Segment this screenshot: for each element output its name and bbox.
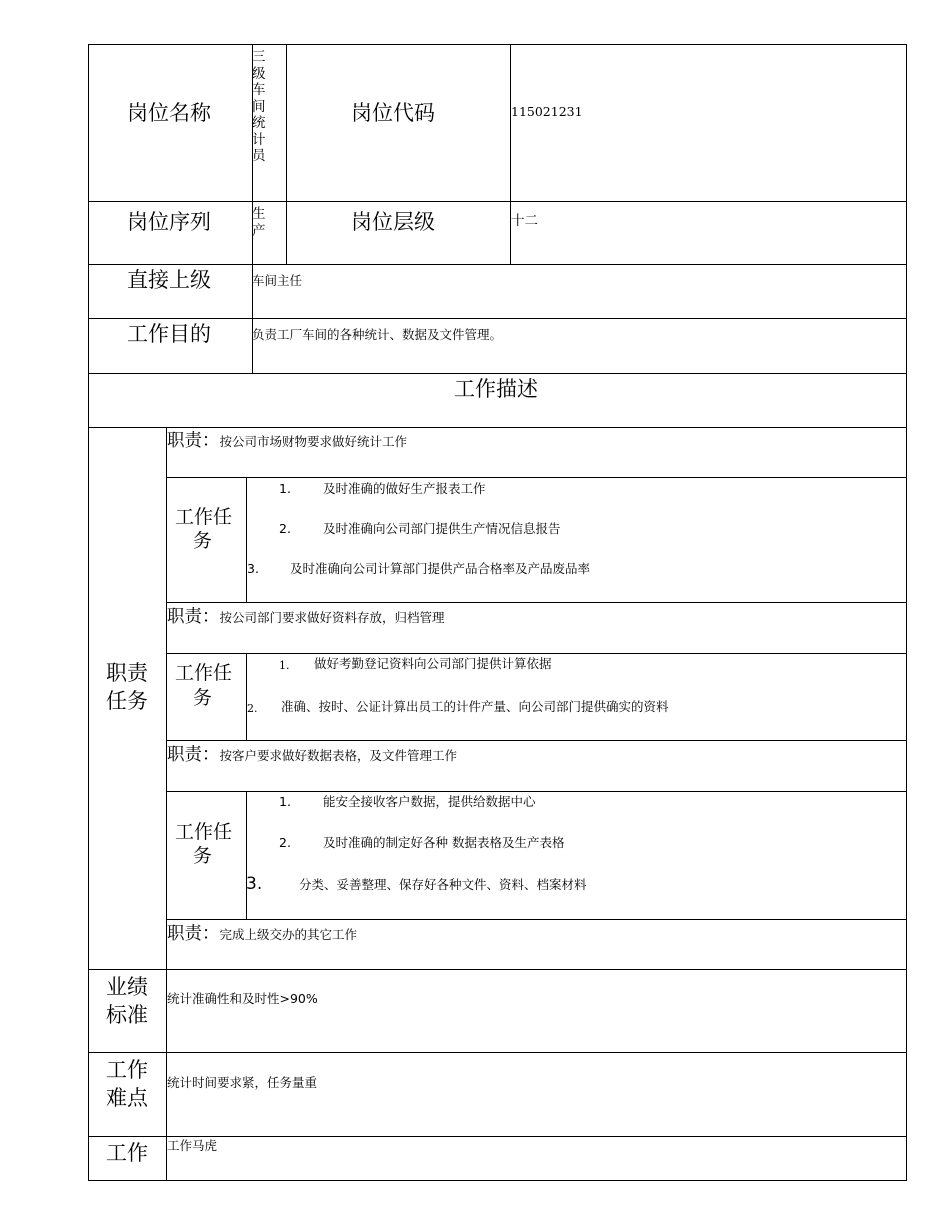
post-series-label: 岗位序列 (127, 210, 211, 234)
row-divider (88, 201, 907, 202)
task-text: 准确、按时、公证计算出员工的计件产量、向公司部门提供确实的资料 (281, 699, 669, 714)
task-text: 及时准确向公司计算部门提供产品合格率及产品废品率 (290, 561, 591, 576)
row-divider (88, 1136, 907, 1137)
task-num: 2. (279, 521, 291, 536)
duty-prefix: 职责： (167, 924, 220, 944)
col-divider (166, 427, 167, 1181)
task-num: 3. (247, 561, 259, 576)
task-text: 能安全接收客户数据，提供给数据中心 (323, 794, 536, 809)
task-label-line2: 务 (193, 687, 213, 709)
task-text: 做好考勤登记资料向公司部门提供计算依据 (314, 656, 552, 671)
row-divider (166, 653, 907, 654)
col-divider (246, 791, 247, 919)
row-divider (166, 477, 907, 478)
task-text: 及时准确的制定好各种 数据表格及生产表格 (323, 835, 565, 850)
row-divider (88, 969, 907, 970)
row-divider (166, 919, 907, 920)
purpose-label: 工作目的 (127, 322, 211, 346)
task-text: 分类、妥善整理、保存好各种文件、资料、档案材料 (299, 877, 587, 892)
performance-label-line1: 业绩 (106, 975, 148, 999)
task-num: 2. (247, 702, 258, 715)
difficulty-label-line2: 难点 (106, 1086, 148, 1110)
task-num: 1. (279, 481, 291, 496)
task-label-line1: 工作任 (175, 662, 233, 684)
post-code-label: 岗位代码 (351, 101, 435, 125)
row-divider (88, 264, 907, 265)
row-divider (88, 318, 907, 319)
row-divider (88, 427, 907, 428)
post-code-value: 115021231 (511, 104, 583, 119)
row-divider (88, 1052, 907, 1053)
task-label-line1: 工作任 (175, 506, 233, 528)
task-label-line2: 务 (193, 530, 213, 552)
task-num: 2. (279, 835, 291, 850)
post-name-value: 三级车间统计员 (252, 49, 266, 164)
duty-heading (167, 433, 407, 451)
duty-text: 按公司市场财物要求做好统计工作 (219, 434, 408, 449)
post-level-value: 十二 (511, 213, 538, 229)
performance-value: 统计准确性和及时性>90% (167, 991, 318, 1006)
task-label-line1: 工作任 (175, 821, 233, 843)
duty-heading (167, 747, 457, 765)
duty-prefix: 职责： (167, 431, 220, 451)
post-level-label: 岗位层级 (351, 210, 435, 234)
task-label-line2: 务 (193, 845, 213, 867)
performance-label-line2: 标准 (106, 1003, 148, 1027)
superior-label: 直接上级 (127, 268, 211, 292)
col-divider (246, 477, 247, 602)
last-row-value: 工作马虎 (167, 1138, 218, 1153)
task-text: 及时准确向公司部门提供生产情况信息报告 (323, 521, 561, 536)
duty-heading (167, 609, 445, 627)
duty-prefix: 职责： (167, 745, 220, 765)
row-divider (166, 791, 907, 792)
last-row-label: 工作 (106, 1141, 148, 1165)
duty-heading (167, 926, 357, 944)
task-num: 3. (246, 874, 263, 894)
duty-prefix: 职责： (167, 607, 220, 627)
col-divider (246, 653, 247, 740)
task-text: 及时准确的做好生产报表工作 (323, 481, 486, 496)
col-divider (286, 44, 287, 264)
col-divider (510, 44, 511, 264)
duty-text: 按公司部门要求做好资料存放，归档管理 (219, 610, 445, 625)
duty-text: 按客户要求做好数据表格，及文件管理工作 (219, 748, 458, 763)
superior-value: 车间主任 (252, 273, 303, 288)
difficulty-value: 统计时间要求紧，任务量重 (167, 1075, 318, 1090)
task-num: 1. (279, 659, 290, 672)
row-divider (166, 602, 907, 603)
duties-label-line2: 任务 (106, 689, 148, 713)
difficulty-label-line1: 工作 (106, 1058, 148, 1082)
duty-text: 完成上级交办的其它工作 (219, 927, 358, 942)
task-num: 1. (279, 794, 291, 809)
duties-label-line1: 职责 (106, 661, 148, 685)
row-divider (88, 373, 907, 374)
post-name-label: 岗位名称 (127, 101, 211, 125)
description-title: 工作描述 (454, 377, 538, 401)
post-series-value: 生产 (252, 206, 266, 239)
purpose-value: 负责工厂车间的各种统计、数据及文件管理。 (252, 327, 503, 342)
row-divider (166, 740, 907, 741)
